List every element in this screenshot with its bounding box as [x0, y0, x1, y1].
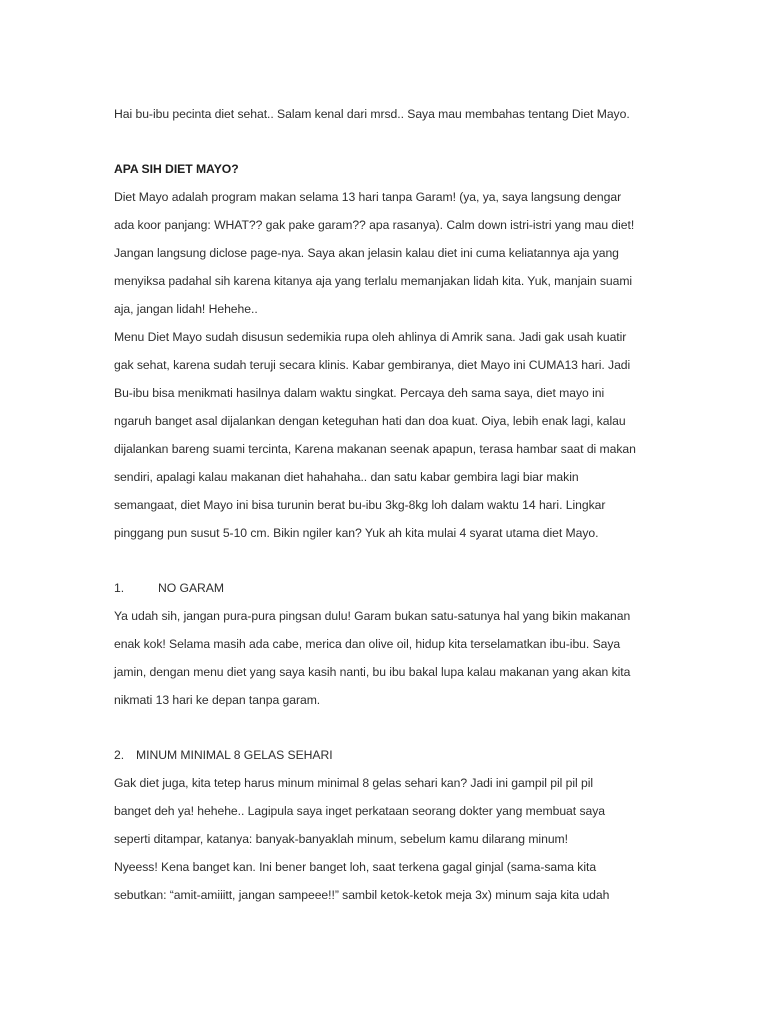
list-item-heading-1 [114, 580, 224, 596]
list-number: 1. [114, 581, 125, 595]
paragraph-line: Diet Mayo adalah program makan selama 13 hari tanpa Garam! (ya, ya, saya langsung dengar [114, 190, 622, 204]
paragraph-line: Nyeess! Kena banget kan. Ini bener banget loh, saat terkena gagal ginjal (sama-sama kita [114, 860, 597, 874]
paragraph-line: Gak diet juga, kita tetep harus minum minimal 8 gelas sehari kan? Jadi ini gampil pil pil pil [114, 776, 594, 790]
paragraph-line: banget deh ya! hehehe.. Lagipula saya inget perkataan seorang dokter yang membuat saya [114, 804, 605, 818]
paragraph-line: Ya udah sih, jangan pura-pura pingsan dulu! Garam bukan satu-satunya hal yang bikin makanan [114, 609, 631, 623]
paragraph-line: seperti ditampar, katanya: banyak-banyaklah minum, sebelum kamu dilarang minum! [114, 832, 568, 846]
list-item-title: NO GARAM [158, 581, 224, 595]
paragraph-line: semangaat, diet Mayo ini bisa turunin berat bu-ibu 3kg-8kg loh dalam waktu 14 hari. Lingkar [114, 498, 606, 512]
paragraph-line: Menu Diet Mayo sudah disusun sedemikia rupa oleh ahlinya di Amrik sana. Jadi gak usah kuatir [114, 330, 627, 344]
paragraph-line: sebutkan: “amit-amiiitt, jangan sampeee!!” sambil ketok-ketok meja 3x) minum saja kita udah [114, 888, 610, 902]
intro-paragraph: Hai bu-ibu pecinta diet sehat.. Salam kenal dari mrsd.. Saya mau membahas tentang Diet Mayo. [114, 107, 630, 121]
list-item-heading-2 [114, 747, 333, 763]
section-heading: APA SIH DIET MAYO? [114, 162, 239, 176]
paragraph-line: sendiri, apalagi kalau makanan diet hahahaha.. dan satu kabar gembira lagi biar makin [114, 470, 579, 484]
paragraph-line: Bu-ibu bisa menikmati hasilnya dalam waktu singkat. Percaya deh sama saya, diet mayo ini [114, 386, 605, 400]
paragraph-line: jamin, dengan menu diet yang saya kasih nanti, bu ibu bakal lupa kalau makanan yang akan kita [114, 665, 631, 679]
paragraph-line: gak sehat, karena sudah teruji secara klinis. Kabar gembiranya, diet Mayo ini CUMA13 hari. Jadi [114, 358, 631, 372]
paragraph-line: enak kok! Selama masih ada cabe, merica dan olive oil, hidup kita terselamatkan ibu-ibu. Saya [114, 637, 621, 651]
paragraph-line: Jangan langsung diclose page-nya. Saya akan jelasin kalau diet ini cuma keliatannya aja yang [114, 246, 619, 260]
paragraph-line: nikmati 13 hari ke depan tanpa garam. [114, 693, 321, 707]
paragraph-line: ngaruh banget asal dijalankan dengan keteguhan hati dan doa kuat. Oiya, lebih enak lagi, kalau [114, 414, 626, 428]
list-number: 2. [114, 748, 125, 762]
paragraph-line: ada koor panjang: WHAT?? gak pake garam?? apa rasanya). Calm down istri-istri yang mau diet! [114, 218, 635, 232]
paragraph-line: aja, jangan lidah! Hehehe.. [114, 302, 258, 316]
paragraph-line: dijalankan bareng suami tercinta, Karena makanan seenak apapun, terasa hambar saat di makan [114, 442, 636, 456]
paragraph-line: menyiksa padahal sih karena kitanya aja yang terlalu memanjakan lidah kita. Yuk, manjain suami [114, 274, 633, 288]
list-item-title: MINUM MINIMAL 8 GELAS SEHARI [136, 748, 333, 762]
paragraph-line: pinggang pun susut 5-10 cm. Bikin ngiler kan? Yuk ah kita mulai 4 syarat utama diet Mayo. [114, 526, 599, 540]
